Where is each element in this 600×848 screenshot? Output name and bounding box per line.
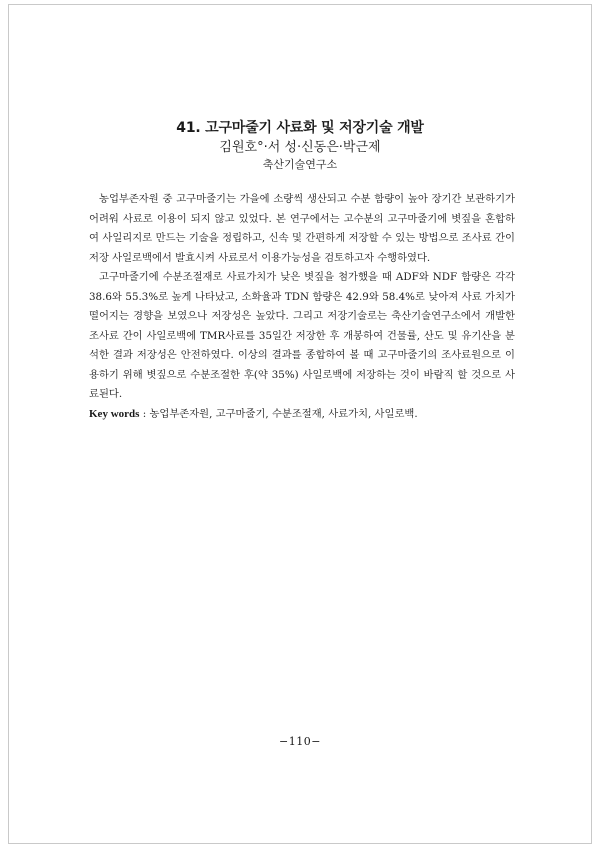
keywords-separator: : bbox=[139, 407, 150, 420]
abstract-body bbox=[89, 190, 515, 424]
abstract-paragraph-1: 농업부존자원 중 고구마줄기는 가을에 소량씩 생산되고 수분 함량이 높아 장기간 보관하기가 어려워 사료로 이용이 되지 않고 있었다. 본 연구에서는 고수분의 고구마줄기에 볏짚을 혼합하여 사일리지로 만드는 기술을 정립하고, 신속 및 간편하게 저장할 수 있는 방법으로 조사료 간이 저장 사일로백에서 발효시켜 사료로서 이용가능성을 검토하고자 수행하였다. bbox=[89, 193, 515, 264]
abstract-paragraph-2: 고구마줄기에 수분조절재로 사료가치가 낮은 볏짚을 첨가했을 때 ADF와 NDF 함량은 각각 38.6와 55.3%로 높게 나타났고, 소화율과 TDN 함량은 42.9와 58.4%로 낮아져 사료 가치가 떨어지는 경향을 보였으나 저장성은 높았다. 그리고 저장기술로는 축산기술연구소에서 개발한 조사료 간이 사일로백에 TMR사료를 35일간 저장한 후 개봉하여 건물률, 산도 및 유기산을 분석한 결과 저장성은 안전하였다. 이상의 결과를 종합하여 볼 때 고구마줄기의 조사료원으로 이용하기 위해 볏짚으로 수분조절한 후(약 35%) 사일로백에 저장하는 것이 바람직 할 것으로 사료된다. bbox=[89, 271, 515, 400]
page-number: −110− bbox=[279, 735, 321, 748]
keywords-text: 농업부존자원, 고구마줄기, 수분조절재, 사료가치, 사일로백. bbox=[149, 407, 418, 420]
author-list: 김원호°·서 성·신동은·박근제 bbox=[219, 140, 381, 155]
keywords-line bbox=[89, 405, 515, 425]
keywords-label: Key words bbox=[89, 407, 140, 420]
affiliation: 축산기술연구소 bbox=[262, 158, 338, 171]
paper-title: 41. 고구마줄기 사료화 및 저장기술 개발 bbox=[176, 120, 424, 136]
